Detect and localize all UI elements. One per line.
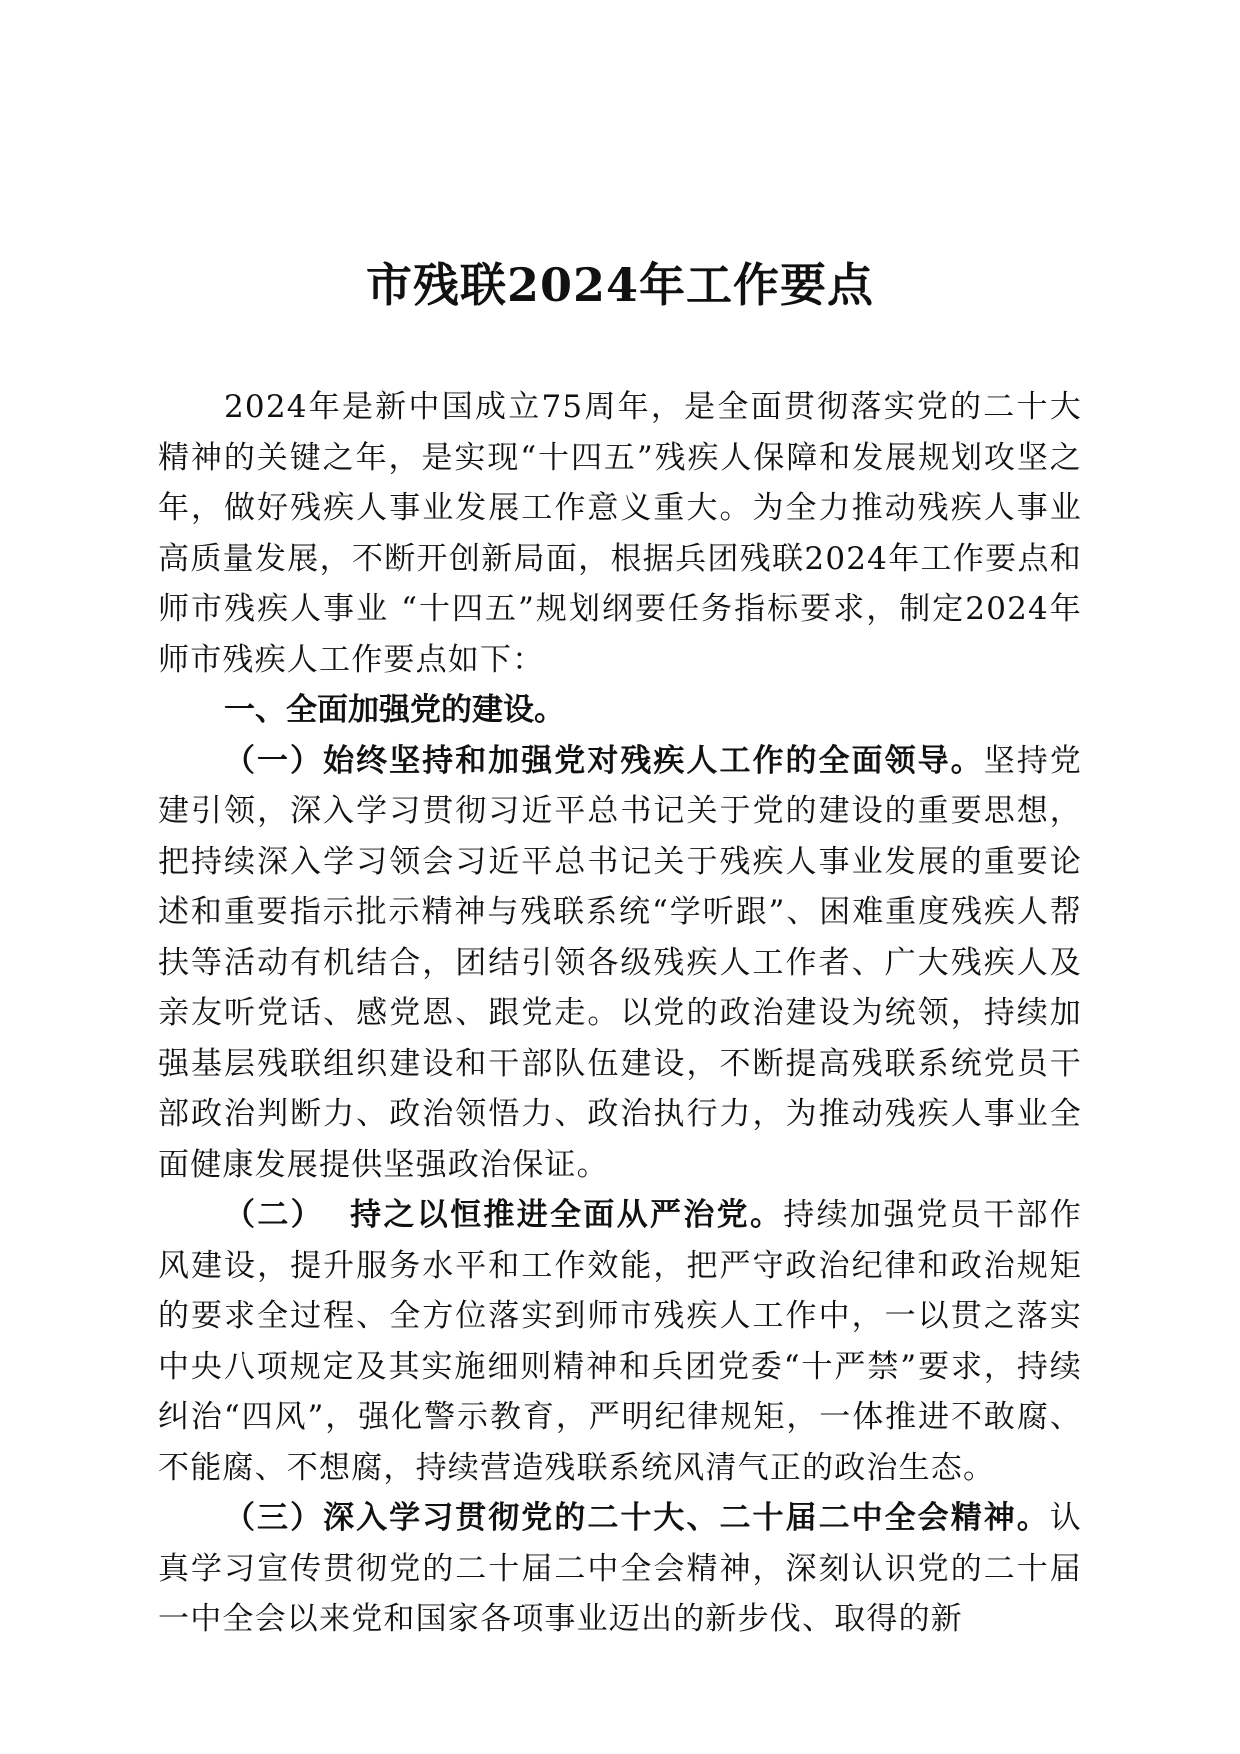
section-item-1 [158,736,1082,1191]
section-item-3 [158,1493,1082,1645]
item-2-title: （二） 持之以恒推进全面从严治党。 [224,1197,784,1233]
intro-paragraph: 2024年是新中国成立75周年，是全面贯彻落实党的二十大精神的关键之年，是实现“十四五”残疾人保障和发展规划攻坚之年，做好残疾人事业发展工作意义重大。为全力推动残疾人事业高质量发展，不断开创新局面，根据兵团残联2024年工作要点和师市残疾人事业 “十四五”规划纲要任务指标要求，制定2024年师市残疾人工作要点如下： [158,389,1082,678]
item-3-text: 认真学习宣传贯彻党的二十届二中全会精神，深刻认识党的二十届一中全会以来党和国家各项事业迈出的新步伐、取得的新 [158,1500,1082,1637]
document-body [158,382,1082,1645]
item-1-text: 坚持党建引领，深入学习贯彻习近平总书记关于党的建设的重要思想，把持续深入学习领会习近平总书记关于残疾人事业发展的重要论述和重要指示批示精神与残联系统“学听跟”、困难重度残疾人帮扶等活动有机结合，团结引领各级残疾人工作者、广大残疾人及亲友听党话、感党恩、跟党走。以党的政治建设为统领，持续加强基层残联组织建设和干部队伍建设，不断提高残联系统党员干部政治判断力、政治领悟力、政治执行力，为推动残疾人事业全面健康发展提供坚强政治保证。 [158,742,1082,1183]
item-2-text: 持续加强党员干部作风建设，提升服务水平和工作效能，把严守政治纪律和政治规矩的要求全过程、全方位落实到师市残疾人工作中，一以贯之落实中央八项规定及其实施细则精神和兵团党委“十严禁”要求，持续纠治“四风”，强化警示教育，严明纪律规矩，一体推进不敢腐、不能腐、不想腐，持续营造残联系统风清气正的政治生态。 [158,1197,1082,1486]
document-title: 市残联2024年工作要点 [365,258,875,312]
item-1-title: （一）始终坚持和加强党对残疾人工作的全面领导。 [224,742,984,779]
section-heading: 一、全面加强党的建设。 [224,692,565,728]
section-item-2 [158,1190,1082,1493]
item-3-title: （三）深入学习贯彻党的二十大、二十届二中全会精神。 [224,1500,1050,1536]
